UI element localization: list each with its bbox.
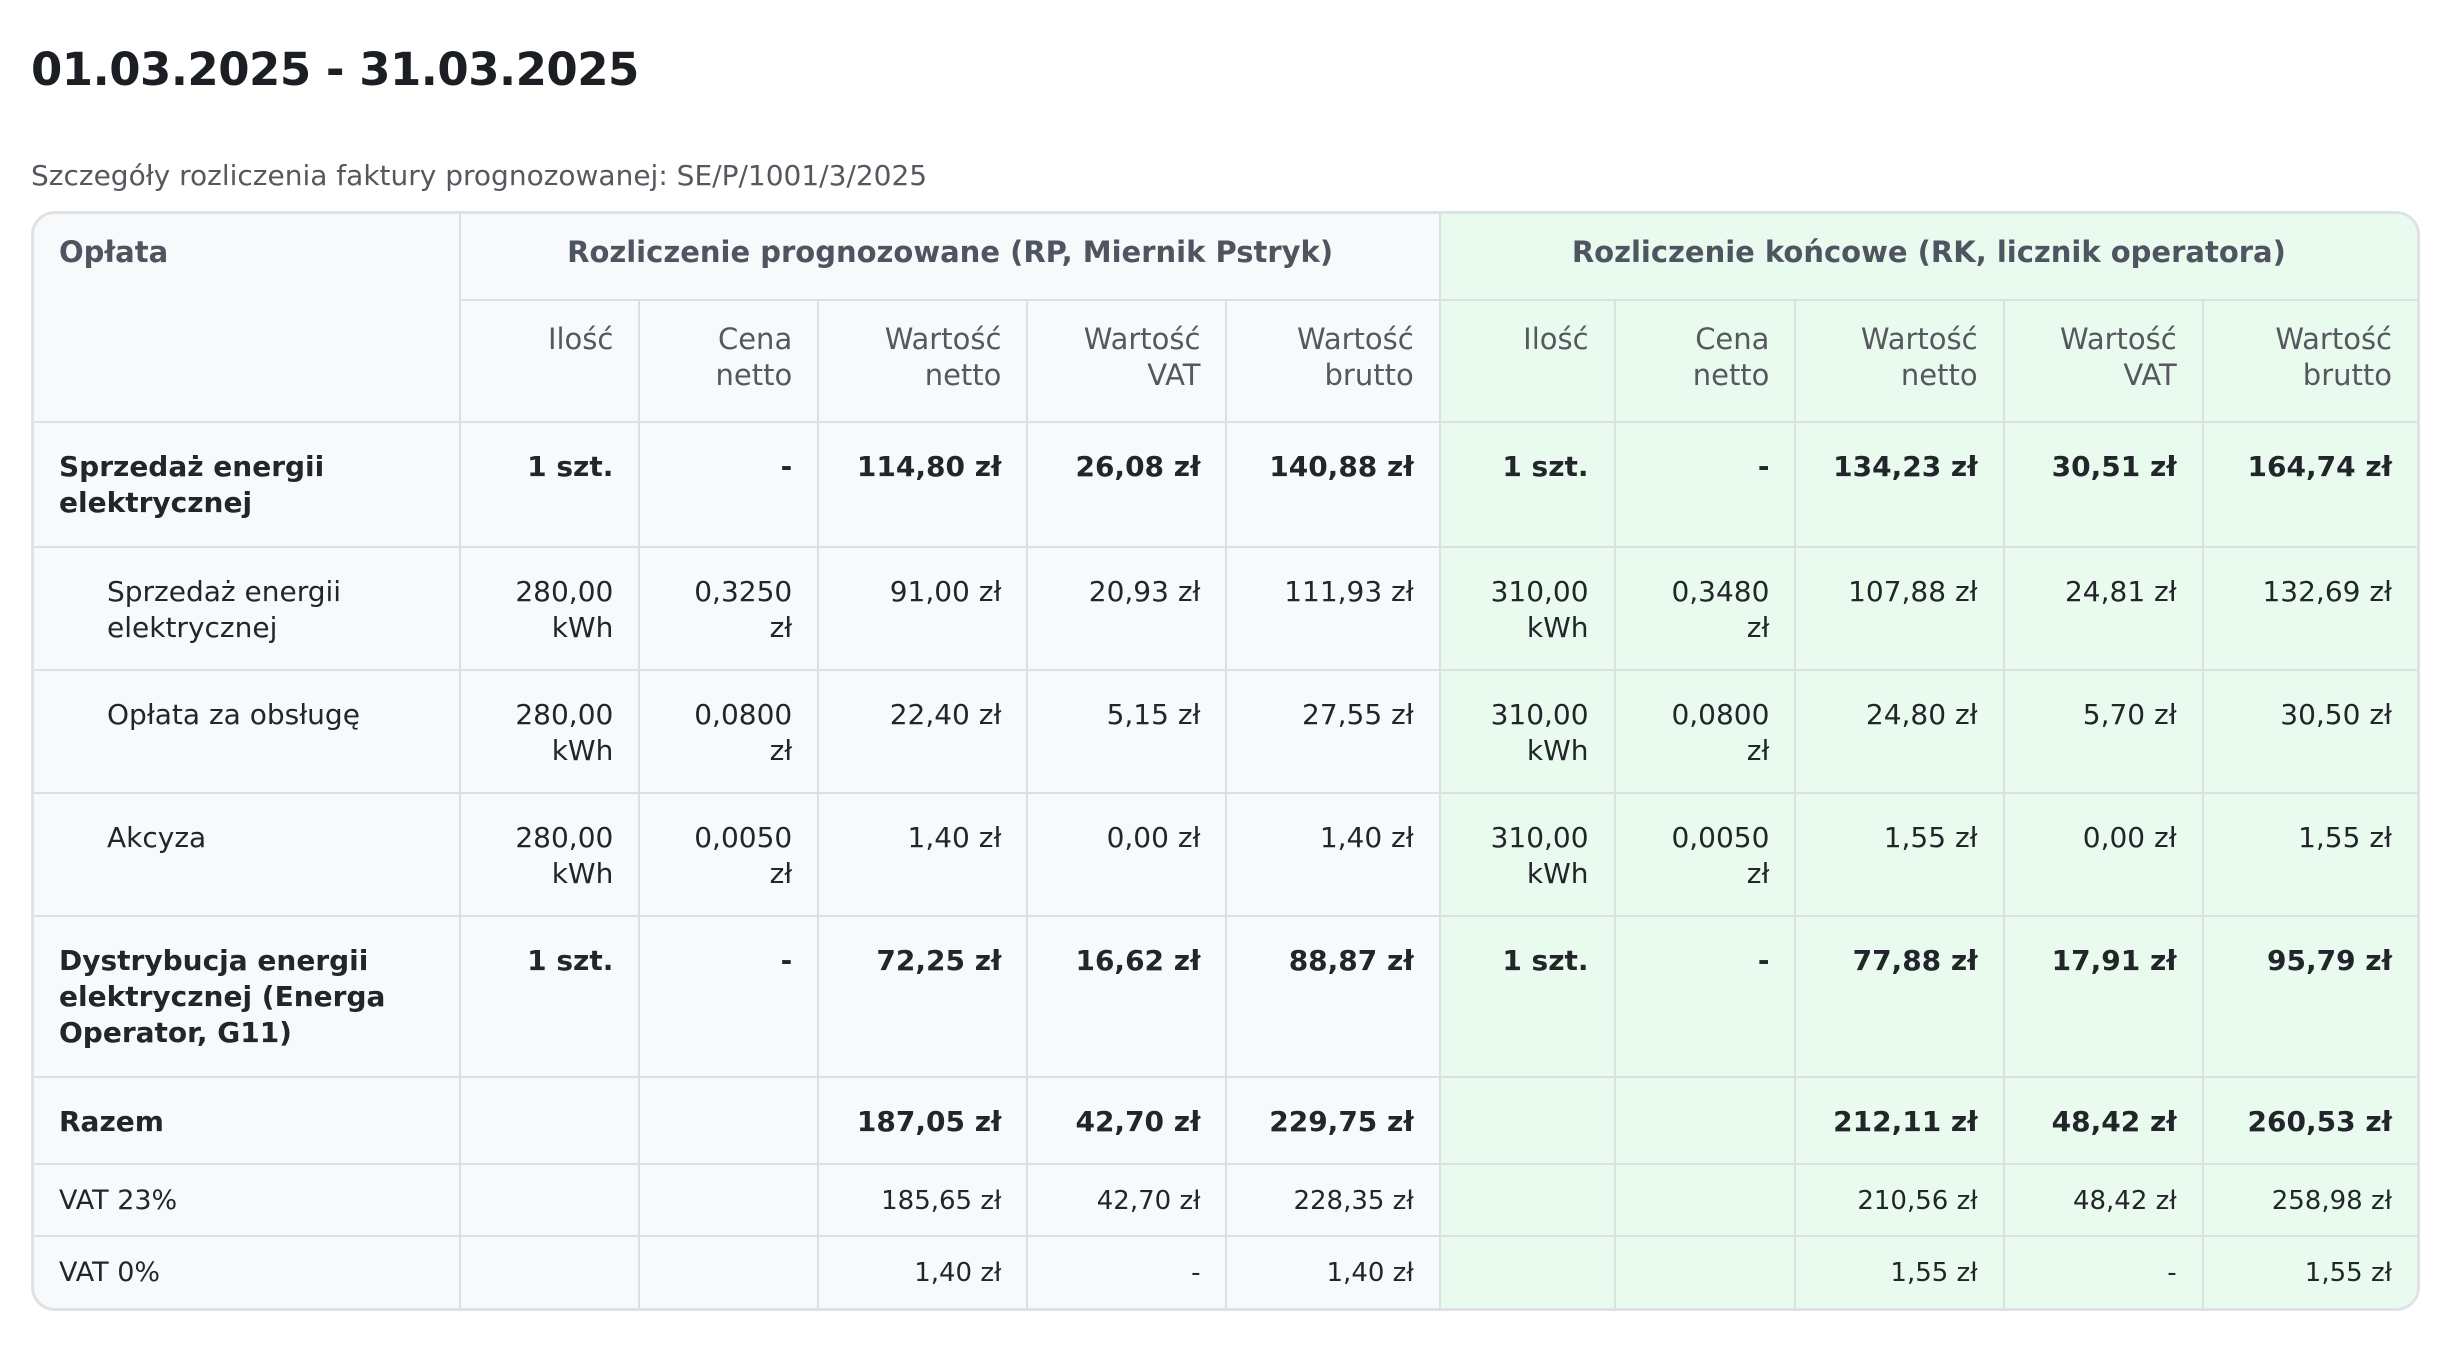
totals-label: Razem bbox=[34, 1077, 460, 1164]
invoice-subtitle: Szczegóły rozliczenia faktury prognozowanej: SE/P/1001/3/2025 bbox=[31, 159, 928, 192]
page bbox=[0, 0, 2451, 224]
rk-gross: 95,79 zł bbox=[2203, 916, 2417, 1076]
rp-qty-empty bbox=[460, 1236, 639, 1308]
totals-row bbox=[34, 1077, 2417, 1164]
rk-gross: 258,98 zł bbox=[2203, 1164, 2417, 1236]
rk-net: 77,88 zł bbox=[1795, 916, 2003, 1076]
rk-price: - bbox=[1615, 422, 1796, 546]
row-label: Dystrybucja energii elektrycznej (Energa Operator, G11) bbox=[34, 916, 460, 1076]
rk-vat: 5,70 zł bbox=[2004, 670, 2203, 793]
settlement-table-card bbox=[31, 211, 2420, 1311]
group-header-row bbox=[34, 214, 2417, 300]
rk-gross-total: 260,53 zł bbox=[2203, 1077, 2417, 1164]
rp-price-empty bbox=[639, 1077, 818, 1164]
rk-col-header-vat: Wartość VAT bbox=[2004, 300, 2203, 422]
rk-price: 0,3480 zł bbox=[1615, 547, 1796, 670]
row-label: Akcyza bbox=[34, 793, 460, 916]
rp-gross: 228,35 zł bbox=[1226, 1164, 1439, 1236]
rk-vat: 0,00 zł bbox=[2004, 793, 2203, 916]
table-row bbox=[34, 670, 2417, 793]
rk-vat: 17,91 zł bbox=[2004, 916, 2203, 1076]
row-label: Opłata za obsługę bbox=[34, 670, 460, 793]
rk-col-header-qty: Ilość bbox=[1440, 300, 1615, 422]
rp-vat: 0,00 zł bbox=[1027, 793, 1226, 916]
rk-col-header-net: Wartość netto bbox=[1795, 300, 2003, 422]
table-row bbox=[34, 547, 2417, 670]
rk-price: 0,0050 zł bbox=[1615, 793, 1796, 916]
rp-price-empty bbox=[639, 1236, 818, 1308]
rk-qty: 310,00 kWh bbox=[1440, 793, 1615, 916]
rp-net: 22,40 zł bbox=[818, 670, 1027, 793]
table-row bbox=[34, 793, 2417, 916]
rk-net: 24,80 zł bbox=[1795, 670, 2003, 793]
rk-net: 210,56 zł bbox=[1795, 1164, 2003, 1236]
table-row bbox=[34, 916, 2417, 1076]
rp-net-total: 187,05 zł bbox=[818, 1077, 1027, 1164]
rp-group-header: Rozliczenie prognozowane (RP, Miernik Pstryk) bbox=[460, 214, 1439, 300]
rp-price: 0,3250 zł bbox=[639, 547, 818, 670]
rp-gross: 88,87 zł bbox=[1226, 916, 1439, 1076]
rp-gross: 1,40 zł bbox=[1226, 793, 1439, 916]
rp-gross: 140,88 zł bbox=[1226, 422, 1439, 546]
rk-vat: 24,81 zł bbox=[2004, 547, 2203, 670]
rk-vat: 30,51 zł bbox=[2004, 422, 2203, 546]
rk-price-empty bbox=[1615, 1164, 1796, 1236]
fee-column-header: Opłata bbox=[34, 214, 460, 422]
rk-qty: 310,00 kWh bbox=[1440, 670, 1615, 793]
rp-gross: 27,55 zł bbox=[1226, 670, 1439, 793]
rk-qty: 1 szt. bbox=[1440, 422, 1615, 546]
rk-col-header-gross: Wartość brutto bbox=[2203, 300, 2417, 422]
settlement-table bbox=[34, 214, 2417, 1308]
rp-gross: 1,40 zł bbox=[1226, 1236, 1439, 1308]
rk-gross: 164,74 zł bbox=[2203, 422, 2417, 546]
rk-net: 134,23 zł bbox=[1795, 422, 2003, 546]
rk-net: 1,55 zł bbox=[1795, 793, 2003, 916]
rp-net: 114,80 zł bbox=[818, 422, 1027, 546]
rk-price-empty bbox=[1615, 1077, 1796, 1164]
rk-net: 1,55 zł bbox=[1795, 1236, 2003, 1308]
rk-qty-empty bbox=[1440, 1236, 1615, 1308]
rp-price: 0,0800 zł bbox=[639, 670, 818, 793]
rp-net: 72,25 zł bbox=[818, 916, 1027, 1076]
vat-rate-label: VAT 23% bbox=[34, 1164, 460, 1236]
rk-net-total: 212,11 zł bbox=[1795, 1077, 2003, 1164]
rp-vat: 16,62 zł bbox=[1027, 916, 1226, 1076]
rp-gross: 111,93 zł bbox=[1226, 547, 1439, 670]
rk-vat: 48,42 zł bbox=[2004, 1164, 2203, 1236]
rp-net: 91,00 zł bbox=[818, 547, 1027, 670]
rk-gross: 1,55 zł bbox=[2203, 1236, 2417, 1308]
rp-qty: 280,00 kWh bbox=[460, 670, 639, 793]
rp-qty-empty bbox=[460, 1164, 639, 1236]
rp-qty: 280,00 kWh bbox=[460, 793, 639, 916]
rp-col-header-vat: Wartość VAT bbox=[1027, 300, 1226, 422]
rk-vat: - bbox=[2004, 1236, 2203, 1308]
page-title: 01.03.2025 - 31.03.2025 bbox=[31, 43, 639, 96]
rk-price: 0,0800 zł bbox=[1615, 670, 1796, 793]
rk-vat-total: 48,42 zł bbox=[2004, 1077, 2203, 1164]
rp-price: - bbox=[639, 916, 818, 1076]
rp-net: 1,40 zł bbox=[818, 1236, 1027, 1308]
rp-col-header-qty: Ilość bbox=[460, 300, 639, 422]
rk-qty: 310,00 kWh bbox=[1440, 547, 1615, 670]
rk-qty-empty bbox=[1440, 1164, 1615, 1236]
row-label: Sprzedaż energii elektrycznej bbox=[34, 422, 460, 546]
rk-price: - bbox=[1615, 916, 1796, 1076]
rk-qty: 1 szt. bbox=[1440, 916, 1615, 1076]
rp-qty: 1 szt. bbox=[460, 916, 639, 1076]
rk-gross: 132,69 zł bbox=[2203, 547, 2417, 670]
rp-gross-total: 229,75 zł bbox=[1226, 1077, 1439, 1164]
table-row bbox=[34, 422, 2417, 546]
vat-row bbox=[34, 1164, 2417, 1236]
rk-price-empty bbox=[1615, 1236, 1796, 1308]
vat-row bbox=[34, 1236, 2417, 1308]
rp-net: 1,40 zł bbox=[818, 793, 1027, 916]
rp-net: 185,65 zł bbox=[818, 1164, 1027, 1236]
rp-vat: 26,08 zł bbox=[1027, 422, 1226, 546]
rk-qty-empty bbox=[1440, 1077, 1615, 1164]
rp-qty: 1 szt. bbox=[460, 422, 639, 546]
rk-col-header-price: Cena netto bbox=[1615, 300, 1796, 422]
row-label: Sprzedaż energii elektrycznej bbox=[34, 547, 460, 670]
rp-col-header-price: Cena netto bbox=[639, 300, 818, 422]
vat-rate-label: VAT 0% bbox=[34, 1236, 460, 1308]
rp-vat: 5,15 zł bbox=[1027, 670, 1226, 793]
rp-qty: 280,00 kWh bbox=[460, 547, 639, 670]
rp-price: - bbox=[639, 422, 818, 546]
rp-col-header-net: Wartość netto bbox=[818, 300, 1027, 422]
rk-gross: 30,50 zł bbox=[2203, 670, 2417, 793]
rp-col-header-gross: Wartość brutto bbox=[1226, 300, 1439, 422]
rp-price-empty bbox=[639, 1164, 818, 1236]
rp-vat: 20,93 zł bbox=[1027, 547, 1226, 670]
rp-vat: 42,70 zł bbox=[1027, 1164, 1226, 1236]
rp-price: 0,0050 zł bbox=[639, 793, 818, 916]
rk-net: 107,88 zł bbox=[1795, 547, 2003, 670]
rp-qty-empty bbox=[460, 1077, 639, 1164]
rk-gross: 1,55 zł bbox=[2203, 793, 2417, 916]
rp-vat: - bbox=[1027, 1236, 1226, 1308]
rp-vat-total: 42,70 zł bbox=[1027, 1077, 1226, 1164]
rk-group-header: Rozliczenie końcowe (RK, licznik operatora) bbox=[1440, 214, 2417, 300]
